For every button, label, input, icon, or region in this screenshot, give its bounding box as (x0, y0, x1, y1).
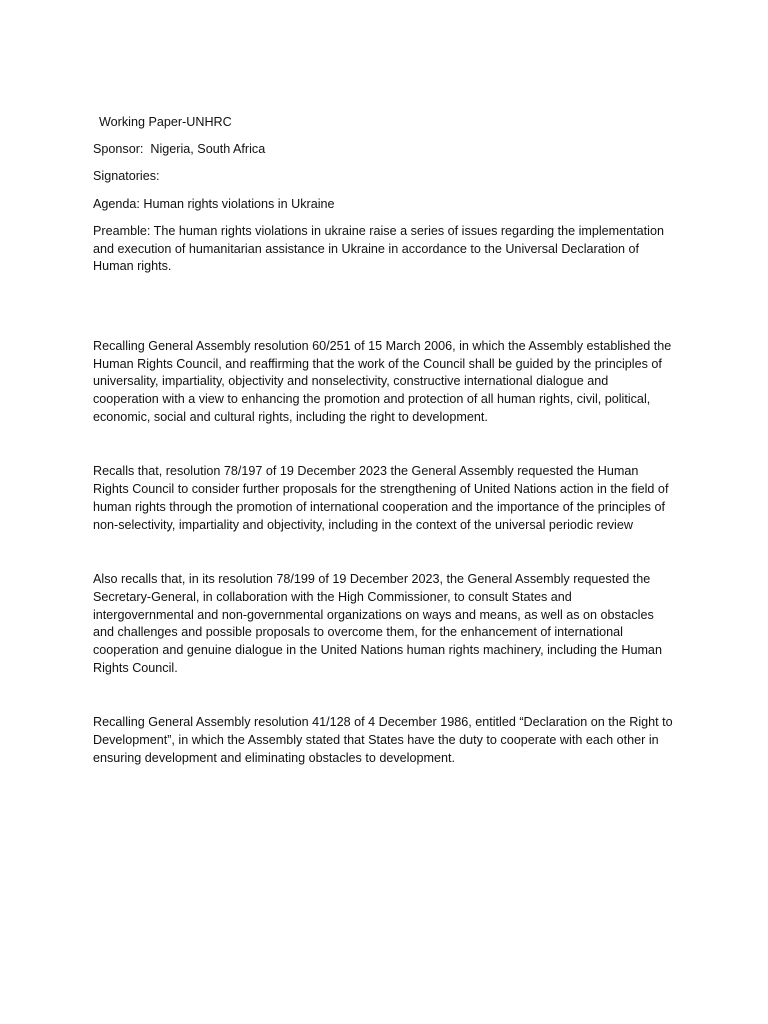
operative-paragraph-2: Recalls that, resolution 78/197 of 19 December 2023 the General Assembly requested the Human Rights Council to consider further proposals for the strengthening of United Nations action in the field of human rights through the promotion of international cooperation and the importance of the principles of non-selectivity, impartiality and objectivity, including in the context of the universal periodic review (93, 464, 669, 532)
sponsor-line: Sponsor: Nigeria, South Africa (93, 142, 266, 157)
agenda-line: Agenda: Human rights violations in Ukraine (93, 196, 335, 211)
spacer (93, 677, 673, 714)
document-title: Working Paper-UNHRC (99, 115, 232, 129)
signatories-line: Signatories: (93, 169, 160, 184)
preamble-paragraph: Preamble: The human rights violations in ukraine raise a series of issues regarding the implementation and execution of humanitarian assistance in Ukraine in accordance to the Universal Declaration of Human rights. (93, 223, 664, 274)
operative-paragraph-1: Recalling General Assembly resolution 60/251 of 15 March 2006, in which the Assembly established the Human Rights Council, and reaffirming that the work of the Council shall be guided by the principles of universality, impartiality, objectivity and nonselectivity, constructive international dialogue and cooperation with a view to enhancing the promotion and protection of all human rights, civil, political, economic, social and cultural rights, including the right to development. (93, 338, 672, 424)
spacer (93, 534, 673, 571)
operative-paragraph-4: Recalling General Assembly resolution 41/128 of 4 December 1986, entitled “Declaration on the Right to Development”, in which the Assembly stated that States have the duty to cooperate with each other in ensuring development and eliminating obstacles to development. (93, 715, 673, 765)
spacer (93, 426, 673, 463)
operative-paragraph-3: Also recalls that, in its resolution 78/199 of 19 December 2023, the General Assembly requested the Secretary-General, in collaboration with the High Commissioner, to consult States and intergovernmental and non-governmental organizations on ways and means, as well as on obstacles and challenges and possible proposals to overcome them, for the enhancement of international cooperation and genuine dialogue in the United Nations human rights machinery, including the Human Rights Council. (93, 572, 662, 675)
document-content (93, 114, 673, 768)
spacer (93, 276, 673, 338)
